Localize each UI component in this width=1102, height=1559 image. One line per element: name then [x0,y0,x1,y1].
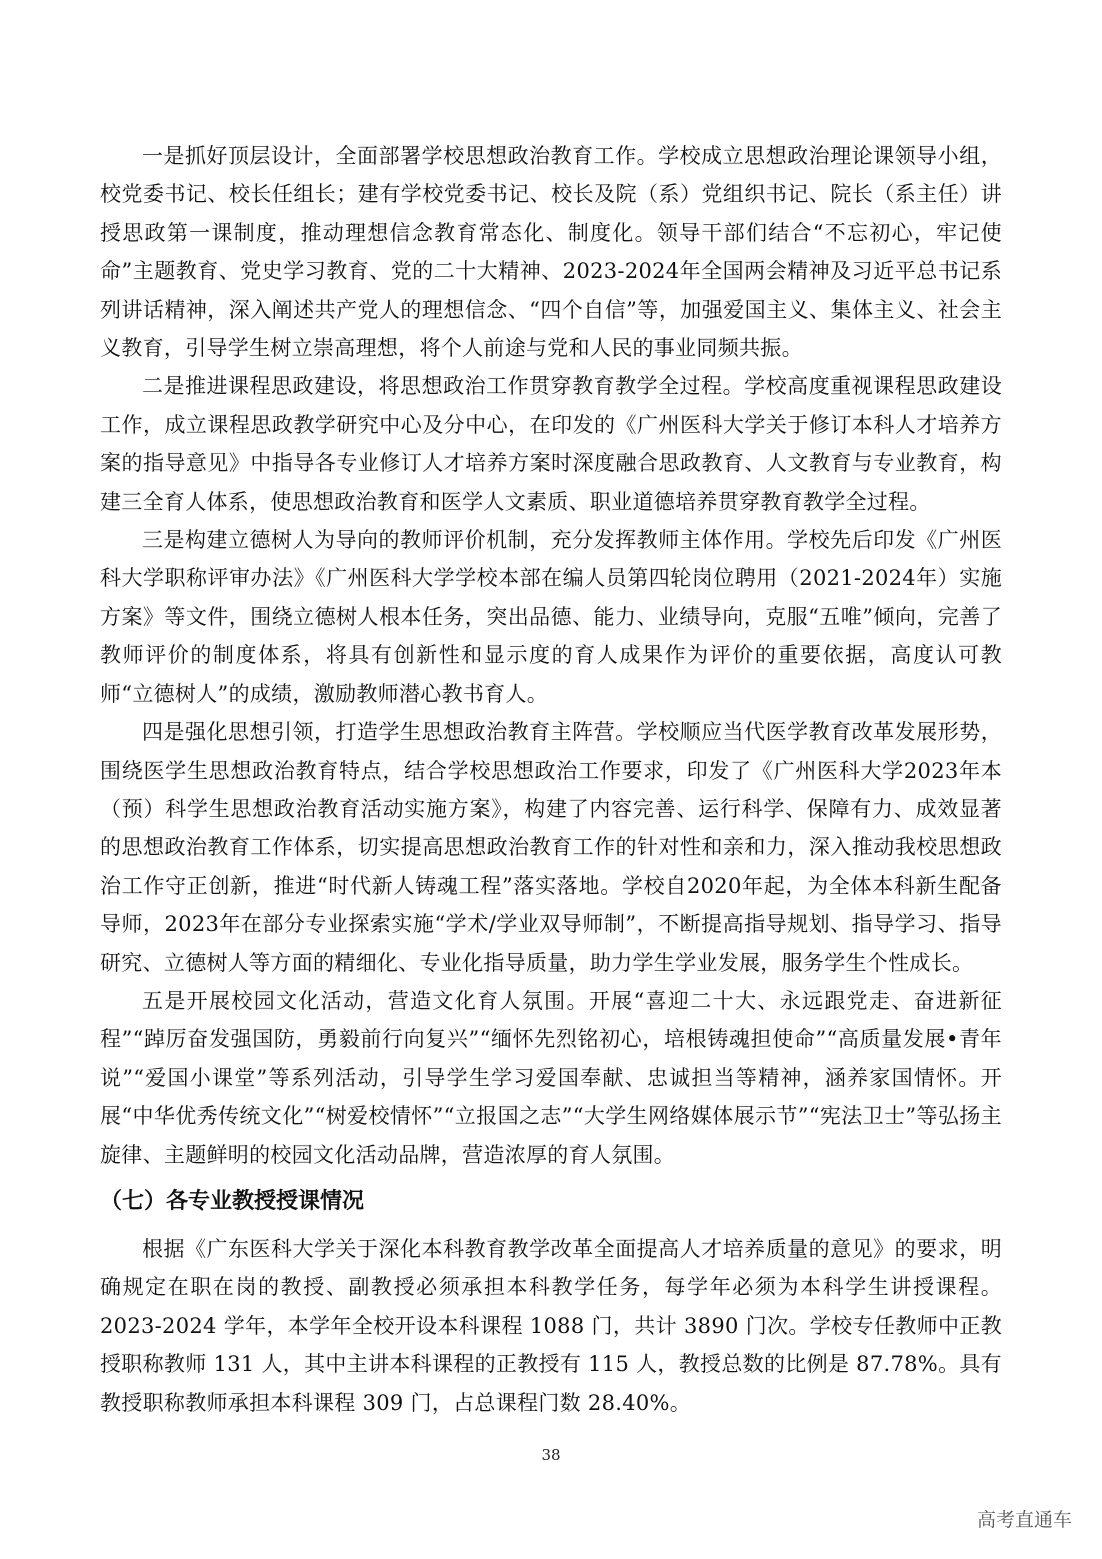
paragraph-curriculum-ideology: 二是推进课程思政建设，将思想政治工作贯穿教育教学全过程。学校高度重视课程思政建设工作，成立课程思政教学研究中心及分中心，在印发的《广州医科大学关于修订本科人才培养方案的指导意见》中指导各专业修订人才培养方案时深度融合思政教育、人文教育与专业教育，构建三全育人体系，使思想政治教育和医学人文素质、职业道德培养贯穿教育教学全过程。 [100,374,1002,514]
paragraph-top-level-design: 一是抓好顶层设计，全面部署学校思想政治教育工作。学校成立思想政治理论课领导小组，校党委书记、校长任组长；建有学校党委书记、校长及院（系）党组织书记、院长（系主任）讲授思政第一课制度，推动理想信念教育常态化、制度化。领导干部们结合“不忘初心，牢记使命”主题教育、党史学习教育、党的二十大精神、2023-2024年全国两会精神及习近平总书记系列讲话精神，深入阐述共产党人的理想信念、“四个自信”等，加强爱国主义、集体主义、社会主义教育，引导学生树立崇高理想，将个人前途与党和人民的事业同频共振。 [100,144,1002,361]
section-heading: （七）各专业教授授课情况 [100,1188,365,1214]
page-number: 38 [541,1446,561,1464]
document-body [100,137,1002,1422]
paragraph-professor-teaching: 根据《广东医科大学关于深化本科教育教学改革全面提高人才培养质量的意见》的要求，明确规定在职在岗的教授、副教授必须承担本科教学任务，每学年必须为本科学生讲授课程。2023-2024 学年，本学年全校开设本科课程 1088 门，共计 3890 门次。学校专任教师中正教授职称教师 131 人，其中主讲本科课程的正教授有 115 人，教授总数的比例是 87.78%。具有教授职称教师承担本科课程 309 门，占总课程门数 28.40%。 [100,1236,1002,1415]
watermark: 高考直通车 [976,1509,1072,1531]
paragraph-ideological-guidance: 四是强化思想引领，打造学生思想政治教育主阵营。学校顺应当代医学教育改革发展形势，围绕医学生思想政治教育特点，结合学校思想政治工作要求，印发了《广州医科大学2023年本（预）科学生思想政治教育活动实施方案》，构建了内容完善、运行科学、保障有力、成效显著的思想政治教育工作体系，切实提高思想政治教育工作的针对性和亲和力，深入推动我校思想政治工作守正创新，推进“时代新人铸魂工程”落实落地。学校自2020年起，为全体本科新生配备导师，2023年在部分专业探索实施“学术/学业双导师制”，不断提高指导规划、指导学习、指导研究、立德树人等方面的精细化、专业化指导质量，助力学生学业发展，服务学生个性成长。 [100,720,1002,975]
paragraph-campus-culture: 五是开展校园文化活动，营造文化育人氛围。开展“喜迎二十大、永远跟党走、奋进新征程”“踔厉奋发强国防，勇毅前行向复兴”“缅怀先烈铭初心，培根铸魂担使命”“高质量发展•青年说”“爱国小课堂”等系列活动，引导学生学习爱国奉献、忠诚担当等精神，涵养家国情怀。开展“中华优秀传统文化”“树爱校情怀”“立报国之志”“大学生网络媒体展示节”“宪法卫士”等弘扬主旋律、主题鲜明的校园文化活动品牌，营造浓厚的育人氛围。 [100,988,1002,1167]
paragraph-teacher-evaluation: 三是构建立德树人为导向的教师评价机制，充分发挥教师主体作用。学校先后印发《广州医科大学职称评审办法》《广州医科大学学校本部在编人员第四轮岗位聘用（2021-2024年）实施方案》等文件，围绕立德树人根本任务，突出品德、能力、业绩导向，克服“五唯”倾向，完善了教师评价的制度体系，将具有创新性和显示度的育人成果作为评价的重要依据，高度认可教师“立德树人”的成绩，激励教师潜心教书育人。 [100,528,1002,706]
